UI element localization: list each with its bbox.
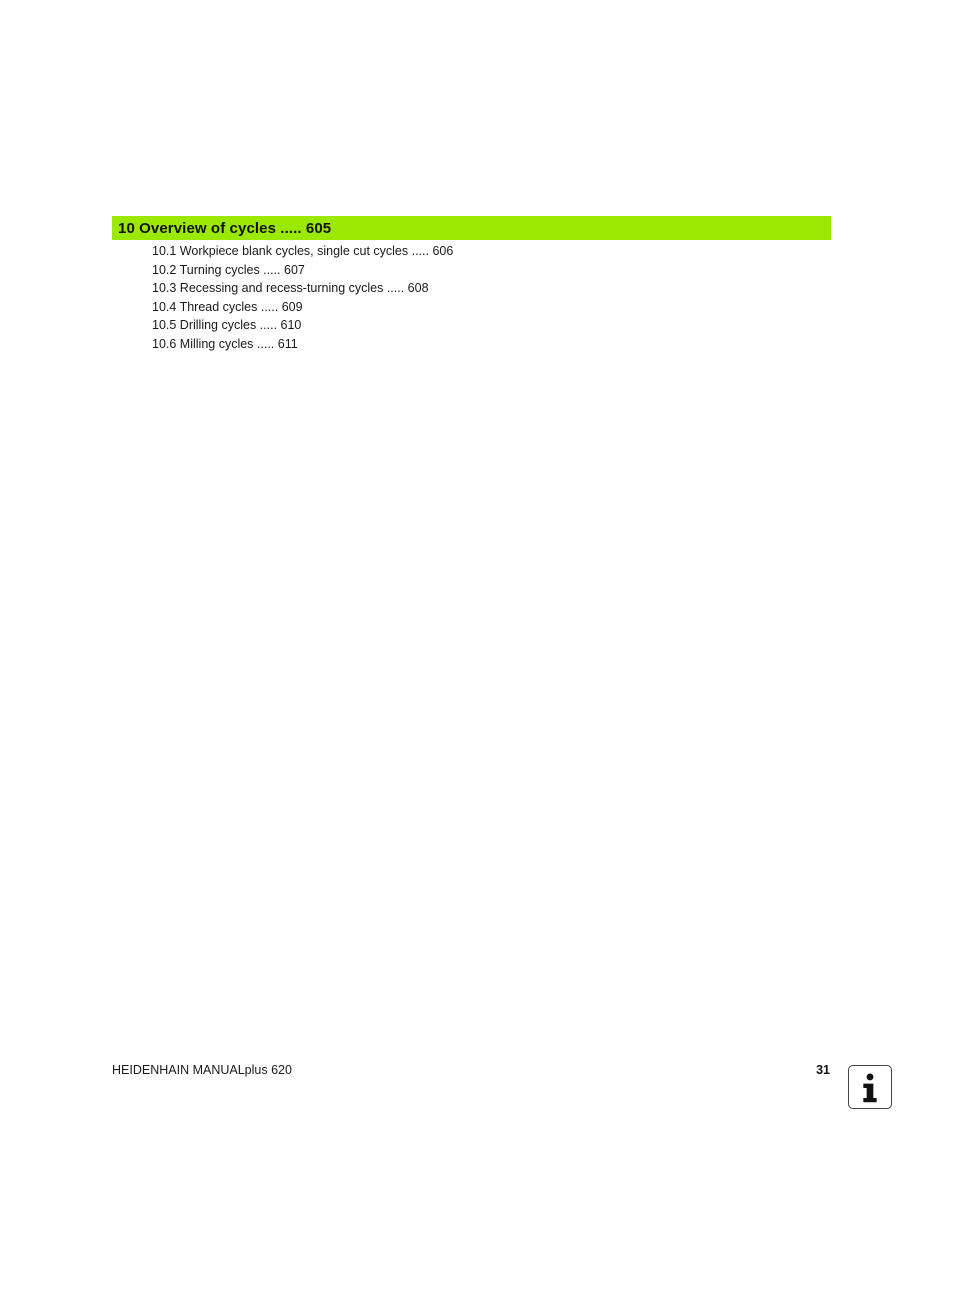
chapter-header-bar (112, 216, 831, 240)
chapter-title[interactable]: 10 Overview of cycles ..... 605 (118, 219, 332, 237)
toc-item[interactable]: 10.3 Recessing and recess-turning cycles ..... 608 (152, 281, 429, 296)
toc-item[interactable]: 10.6 Milling cycles ..... 611 (152, 336, 298, 351)
info-glyph (849, 1066, 891, 1108)
info-icon (848, 1065, 892, 1109)
footer-manual-title: HEIDENHAIN MANUALplus 620 (112, 1063, 292, 1077)
toc-item[interactable]: 10.2 Turning cycles ..... 607 (152, 262, 305, 277)
toc-item[interactable]: 10.5 Drilling cycles ..... 610 (152, 318, 302, 333)
toc-list (152, 242, 453, 354)
toc-item[interactable]: 10.1 Workpiece blank cycles, single cut cycles ..... 606 (152, 244, 454, 258)
toc-item[interactable]: 10.4 Thread cycles ..... 609 (152, 299, 303, 314)
page-number: 31 (816, 1063, 830, 1077)
